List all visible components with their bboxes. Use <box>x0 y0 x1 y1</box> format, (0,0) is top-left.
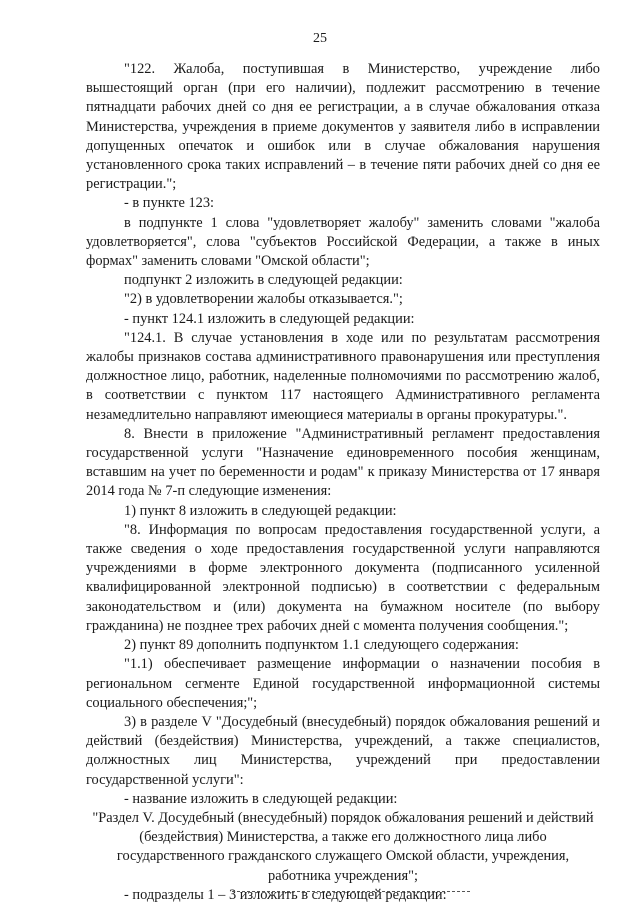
paragraph-point-124-1-intro: - пункт 124.1 изложить в следующей редакции: <box>124 310 415 327</box>
paragraph-change-1-intro: 1) пункт 8 изложить в следующей редакции: <box>124 502 397 519</box>
paragraph-item-8: 8. Внести в приложение "Административный регламент предоставления государственной услуги "Назначение единовременного пособия женщинам, вставшим на учет по беременности и родам" к приказу Министерства от 17 января 2014 года № 7-п следующие изменения: <box>86 425 600 500</box>
paragraph-subpoint-2-text: "2) в удовлетворении жалобы отказывается."; <box>124 291 403 308</box>
page-number: 25 <box>313 31 327 46</box>
paragraph-point-124-1-text: "124.1. В случае установления в ходе или по результатам рассмотрения жалобы признаков состава административного правонарушения или преступления должностное лицо, работник, наделенные полномочиями по рассмотрению жалоб, в соответствии с пунктом 117 настоящего Административного регламента незамедлительно направляют имеющиеся материалы в органы прокуратуры.". <box>86 329 600 423</box>
paragraph-subsections-intro: - подразделы 1 – 3 изложить в следующей редакции: <box>124 886 447 903</box>
paragraph-122-text: "122. Жалоба, поступившая в Министерство, учреждение либо вышестоящий орган (при его наличии), подлежит рассмотрению в течение пятнадцати рабочих дней со дня ее регистрации, а в случае обжалования отказа Министерства, учреждения в приеме документов у заявителя либо в исправлении допущенных опечаток и ошибок или в случае обжалования нарушения установленного срока таких исправлений – в течение пяти рабочих дней со дня ее регистрации."; <box>86 61 600 193</box>
document-body <box>86 60 600 905</box>
paragraph-change-2-intro: 2) пункт 89 дополнить подпунктом 1.1 следующего содержания: <box>124 637 519 654</box>
paragraph-title-intro: - название изложить в следующей редакции: <box>124 790 398 807</box>
section-v-title: "Раздел V. Досудебный (внесудебный) порядок обжалования решений и действий (бездействия) Министерства, а также его должностного лица либо государственного гражданского служащего Омской области, учреждения, работника учреждения"; <box>92 809 594 884</box>
footer-rule <box>232 891 470 892</box>
paragraph-subpoint-2-intro: подпункт 2 изложить в следующей редакции: <box>124 272 403 289</box>
paragraph-subpoint-1: в подпункте 1 слова "удовлетворяет жалобу" заменить словами "жалоба удовлетворяется", слова "субъектов Российской Федерации, а также в иных формах" заменить словами "Омской области"; <box>86 214 600 270</box>
paragraph-change-3: 3) в разделе V "Досудебный (внесудебный) порядок обжалования решений и действий (бездействия) Министерства, учреждений, а также специалистов, должностных лиц Министерства, учреждений при предоставлении государственной услуги": <box>86 713 600 788</box>
paragraph-change-2-text: "1.1) обеспечивает размещение информации о назначении пособия в региональном сегменте Единой государственной информационной системы социального обеспечения;"; <box>86 656 600 711</box>
paragraph-change-1-text: "8. Информация по вопросам предоставления государственной услуги, а также сведения о ходе предоставления государственной услуги направляются учреждениями в форме электронного документа (подписанного усиленной квалифицированной электронной подписью) в соответствии с федеральным законодательством и (или) документа на бумажном носителе (по выбору гражданина) не позднее трех рабочих дней с момента получения сообщения."; <box>86 521 600 634</box>
paragraph-point-123: - в пункте 123: <box>124 195 215 212</box>
